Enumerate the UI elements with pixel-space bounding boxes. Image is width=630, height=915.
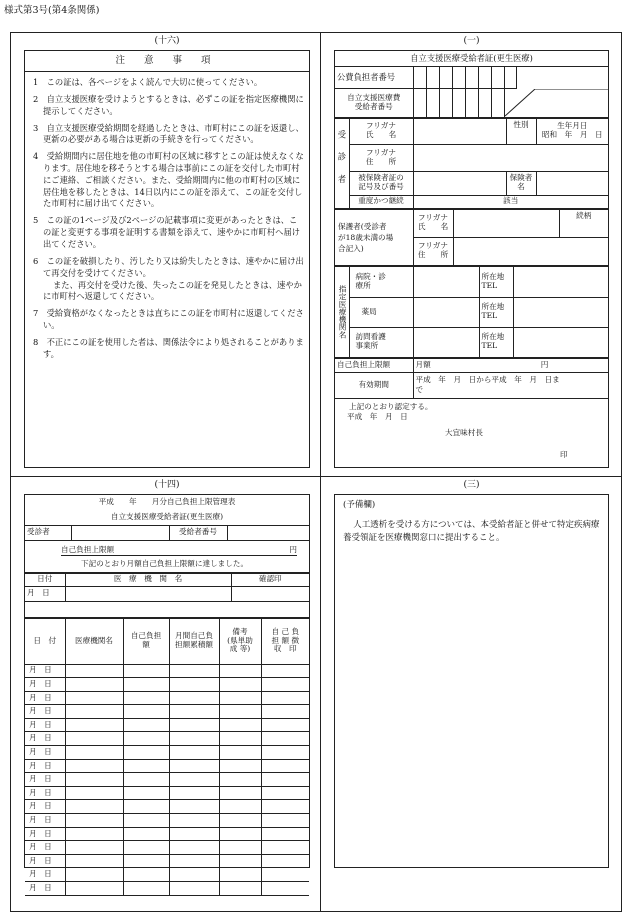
limit-line (25, 540, 309, 558)
table-row (25, 786, 309, 800)
h-note: 備考 (県単助 成 等) (219, 618, 261, 664)
hospital-location-field (513, 266, 608, 297)
row-cell (219, 854, 261, 868)
row-cell (65, 773, 123, 787)
row-cell (65, 841, 123, 855)
row-cell (261, 732, 309, 746)
row-cell (169, 773, 219, 787)
row-cell (123, 705, 169, 719)
digit-box (439, 66, 452, 88)
guardian-name-label: フリガナ 氏 名 (413, 209, 453, 237)
digit-box (478, 66, 491, 88)
row-cell (123, 678, 169, 692)
row-cell (261, 691, 309, 705)
notes-list (25, 72, 309, 361)
nursing-label: 訪問看護 事業所 (349, 327, 413, 357)
severe-label: 重度かつ継続 (349, 195, 413, 208)
institution-table (335, 266, 608, 358)
page-label-14: (十四) (154, 480, 180, 490)
notes-item: 4 受給期間内に居住地を他の市町村の区域に移すとこの証は使えなくなります。居住地を移そうとする場合は事前にこの証を交付した市町村にご連絡、ご相談ください。また、受給期間内に他の市町村の区域に居住地を移したときは、14日以内にこの証を添えて、この証を交付した市町村に届け出てください。 (33, 151, 304, 209)
table-row (25, 854, 309, 868)
row-date: 月 日 (25, 882, 65, 896)
certification-block (335, 399, 608, 469)
digit-box (426, 88, 439, 117)
digit-box (413, 88, 426, 117)
row-cell (219, 786, 261, 800)
table-row (25, 868, 309, 882)
recipient-number-label: 受給者番号 (169, 525, 227, 540)
limit-underline: 自己負担上限額 円 (61, 545, 297, 555)
row-cell (169, 718, 219, 732)
row-cell (65, 678, 123, 692)
row-cell (123, 718, 169, 732)
row-cell (65, 691, 123, 705)
table-row (25, 841, 309, 855)
row-cell (123, 664, 169, 678)
guardian-address-label: フリガナ 住 所 (413, 237, 453, 265)
h-collection: 自 己 負 担 額 徴 収 印 (261, 618, 309, 664)
patient-table (335, 118, 608, 209)
row-cell (65, 882, 123, 896)
row-cell (169, 882, 219, 896)
row-cell (123, 814, 169, 828)
table-row (25, 814, 309, 828)
row-cell (169, 854, 219, 868)
row-date: 月 日 (25, 841, 65, 855)
guardian-relation-label: 続柄 (559, 209, 608, 237)
digit-box (426, 66, 439, 88)
row-cell (169, 705, 219, 719)
certificate-table (335, 51, 608, 118)
pharmacy-location-label: 所在地 TEL (479, 297, 513, 327)
insurer-name-label: 保険者名 (506, 171, 536, 195)
certificate-panel (334, 50, 609, 468)
digit-box (413, 66, 426, 88)
confirm-institution (65, 586, 231, 601)
table-row (25, 773, 309, 787)
digit-box (478, 88, 491, 117)
table-row (25, 759, 309, 773)
row-cell (169, 841, 219, 855)
notes-item: 2 自立支援医療を受けようとするときは、必ずこの証を指定医療機関に提示してください。 (33, 93, 304, 116)
row-cell (261, 800, 309, 814)
copay-limit-field: 月額 円 (413, 358, 608, 372)
row-cell (169, 664, 219, 678)
row-cell (123, 854, 169, 868)
digit-box (452, 66, 465, 88)
row-date: 月 日 (25, 759, 65, 773)
valid-period-label: 有効期間 (335, 372, 413, 398)
payer-number-label: 公費負担者番号 (335, 66, 413, 88)
row-cell (261, 882, 309, 896)
row-cell (261, 827, 309, 841)
slash-mark (505, 89, 609, 117)
page-label-1: (一) (463, 36, 480, 46)
designated-label: 指定医療機関名 (335, 266, 349, 357)
pharmacy-label: 薬局 (349, 297, 413, 327)
row-cell (261, 718, 309, 732)
row-cell (261, 746, 309, 760)
confirm-date: 月 日 (25, 586, 65, 601)
row-cell (219, 841, 261, 855)
patient-label: 受診者 (335, 118, 349, 208)
row-cell (219, 882, 261, 896)
pharmacy-location-field (513, 297, 608, 327)
nursing-location-label: 所在地 TEL (479, 327, 513, 357)
row-cell (169, 732, 219, 746)
certificate-title: 自立支援医療受給者証(更生医療) (335, 51, 608, 66)
digit-box (491, 66, 504, 88)
row-cell (65, 705, 123, 719)
row-cell (261, 868, 309, 882)
row-cell (169, 691, 219, 705)
insurer-name-field (536, 171, 608, 195)
birth-date-field: 生年月日 昭和 年 月 日 (536, 118, 608, 144)
spacer-row (25, 601, 309, 617)
row-cell (65, 814, 123, 828)
row-cell (219, 705, 261, 719)
row-cell (123, 786, 169, 800)
row-cell (169, 827, 219, 841)
row-cell (219, 664, 261, 678)
guardian-address-field (453, 237, 608, 265)
row-cell (123, 732, 169, 746)
row-cell (261, 854, 309, 868)
guardian-table (335, 209, 608, 266)
hospital-label: 病院・診 療所 (349, 266, 413, 297)
h-institution: 医療機関名 (65, 618, 123, 664)
row-cell (261, 759, 309, 773)
row-date: 月 日 (25, 827, 65, 841)
name-label: フリガナ 氏 名 (349, 118, 413, 144)
row-cell (169, 786, 219, 800)
digit-box (491, 88, 504, 117)
row-cell (123, 827, 169, 841)
management-subtitle: 自立支援医療受給者証(更生医療) (25, 510, 309, 525)
management-title: 平成 年 月分自己負担上限管理表 (98, 497, 236, 507)
row-cell (219, 827, 261, 841)
reached-text: 下記のとおり月額自己負担上限額に達しました。 (25, 558, 309, 572)
row-cell (261, 841, 309, 855)
row-cell (65, 664, 123, 678)
row-cell (65, 800, 123, 814)
row-cell (169, 759, 219, 773)
notes-title: 注 意 事 項 (25, 51, 309, 72)
row-date: 月 日 (25, 854, 65, 868)
certified-date: 平成 年 月 日 (347, 412, 408, 422)
row-cell (65, 786, 123, 800)
gender-label: 性別 (506, 118, 536, 144)
digit-box (504, 66, 516, 88)
confirm-seal (231, 586, 309, 601)
nursing-field (413, 327, 479, 357)
recipient-number-label: 自立支援医療費 受給者番号 (335, 88, 413, 117)
notes-panel (24, 50, 310, 468)
insured-number-label: 被保険者証の 記号及び番号 (349, 171, 413, 195)
row-cell (219, 814, 261, 828)
address-field (413, 144, 608, 171)
row-cell (123, 746, 169, 760)
certified-text: 上記のとおり認定する。 (349, 401, 433, 411)
guardian-label: 保護者(受診者 が18歳未満の場 合記入) (335, 209, 413, 265)
row-cell (261, 705, 309, 719)
page-label-16: (十六) (154, 36, 180, 46)
remarks-text: 人工透析を受ける方については、本受給者証と併せて特定疾病療養受領証を医療機関窓口に提出すること。 (343, 519, 600, 543)
row-cell (65, 854, 123, 868)
row-cell (123, 868, 169, 882)
row-cell (65, 868, 123, 882)
table-row (25, 664, 309, 678)
nursing-location-field (513, 327, 608, 357)
col-confirm: 確認印 (231, 573, 309, 586)
row-date: 月 日 (25, 691, 65, 705)
record-table (25, 618, 309, 896)
vertical-divider (320, 32, 321, 912)
row-cell (123, 759, 169, 773)
row-cell (123, 800, 169, 814)
col-date: 日付 (25, 573, 65, 586)
row-date: 月 日 (25, 732, 65, 746)
notes-item: 6 この証を破損したり、汚したり又は紛失したときは、速やかに届け出て再交付を受けてください。 また、再交付を受けた後、失ったこの証を発見したときは、速やかに市町村へ返還してください。 (33, 255, 304, 302)
insured-number-field (413, 171, 506, 195)
table-row (25, 705, 309, 719)
remarks-panel (334, 494, 609, 868)
slash-cell (504, 88, 608, 117)
form-label: 様式第3号(第4条関係) (4, 5, 100, 16)
guardian-name-field (453, 209, 559, 237)
table-row (25, 827, 309, 841)
row-cell (261, 773, 309, 787)
row-cell (219, 746, 261, 760)
row-cell (219, 732, 261, 746)
row-cell (261, 678, 309, 692)
row-cell (123, 691, 169, 705)
row-cell (261, 664, 309, 678)
row-cell (219, 691, 261, 705)
seal-mark: 印 (560, 449, 568, 459)
row-date: 月 日 (25, 664, 65, 678)
h-date: 日 付 (25, 618, 65, 664)
h-cumulative: 月間自己負 担額累積額 (169, 618, 219, 664)
row-cell (219, 868, 261, 882)
row-cell (123, 773, 169, 787)
row-date: 月 日 (25, 678, 65, 692)
row-cell (123, 841, 169, 855)
row-cell (219, 773, 261, 787)
row-date: 月 日 (25, 746, 65, 760)
recipient-number-field (227, 525, 309, 540)
table-row (25, 800, 309, 814)
copay-limit-label: 自己負担上限額 (335, 358, 413, 372)
table-row (25, 882, 309, 896)
row-date: 月 日 (25, 705, 65, 719)
hospital-field (413, 266, 479, 297)
blank-cell (516, 66, 608, 88)
address-label: フリガナ 住 所 (349, 144, 413, 171)
management-panel (24, 494, 310, 892)
row-cell (65, 759, 123, 773)
row-cell (169, 678, 219, 692)
row-date: 月 日 (25, 868, 65, 882)
notes-item: 5 この証の1ページ及び2ページの記載事項に変更があったときは、この証と変更する事項を証明する書類を添えて、速やかに市町村へ届け出てください。 (33, 215, 301, 249)
row-cell (65, 746, 123, 760)
row-cell (123, 882, 169, 896)
row-cell (219, 718, 261, 732)
digit-box (452, 88, 465, 117)
row-date: 月 日 (25, 786, 65, 800)
table-row (25, 691, 309, 705)
remarks-heading: (予備欄) (343, 500, 376, 510)
row-cell (169, 814, 219, 828)
row-date: 月 日 (25, 814, 65, 828)
table-row (25, 732, 309, 746)
hospital-location-label: 所在地 TEL (479, 266, 513, 297)
notes-item: 1 この証は、各ページをよく読んで大切に使ってください。 (33, 76, 263, 87)
row-cell (219, 800, 261, 814)
digit-box (439, 88, 452, 117)
confirm-table (25, 573, 309, 618)
management-header-table (25, 495, 309, 573)
row-cell (65, 732, 123, 746)
patient-field (71, 525, 169, 540)
h-copay: 自己負担 額 (123, 618, 169, 664)
row-cell (65, 718, 123, 732)
row-cell (169, 868, 219, 882)
col-institution: 医 療 機 関 名 (65, 573, 231, 586)
row-cell (65, 827, 123, 841)
digit-box (465, 88, 478, 117)
pharmacy-field (413, 297, 479, 327)
patient-label: 受診者 (25, 525, 71, 540)
valid-period-field: 平成 年 月 日から平成 年 月 日ま で (413, 372, 608, 398)
row-cell (169, 800, 219, 814)
row-date: 月 日 (25, 800, 65, 814)
row-cell (261, 814, 309, 828)
name-field (413, 118, 506, 144)
notes-item: 8 不正にこの証を使用した者は、関係法令により処されることがあります。 (33, 337, 304, 359)
notes-item: 7 受給資格がなくなったときは直ちにこの証を市町村に返還してください。 (33, 308, 304, 331)
row-date: 月 日 (25, 718, 65, 732)
digit-box (465, 66, 478, 88)
severe-value: 該当 (413, 195, 608, 208)
notes-item: 3 自立支援医療受給期間を経過したときは、市町村にこの証を返還し、更新の必要がある場合は更新の手続きを行ってください。 (33, 122, 304, 145)
row-cell (261, 786, 309, 800)
page-label-3: (三) (463, 480, 480, 490)
row-cell (219, 759, 261, 773)
horizontal-divider (10, 476, 622, 477)
table-row (25, 718, 309, 732)
row-cell (219, 678, 261, 692)
mayor-name: 大宜味村長 (445, 427, 483, 437)
limit-table (335, 358, 608, 399)
row-date: 月 日 (25, 773, 65, 787)
table-row (25, 746, 309, 760)
row-cell (169, 746, 219, 760)
table-row (25, 678, 309, 692)
